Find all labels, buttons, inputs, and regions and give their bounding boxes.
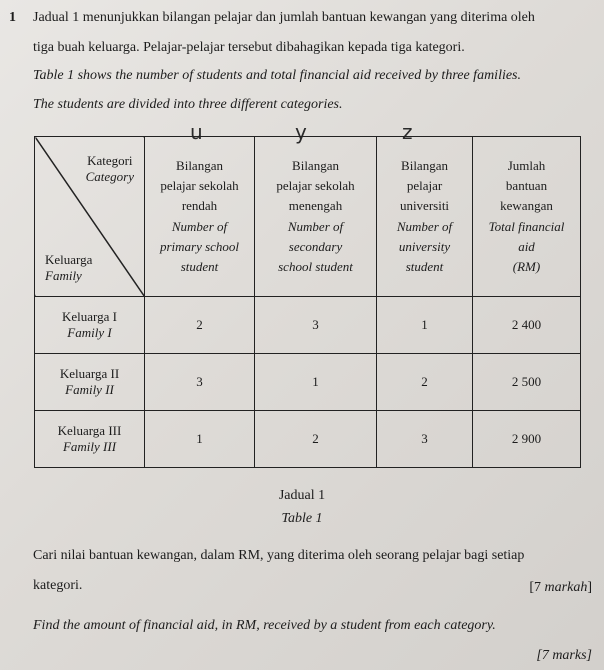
- col-header-english: secondary: [288, 238, 343, 254]
- table-cell: 3: [255, 297, 377, 354]
- corner-bottom-malay: Keluarga: [45, 251, 93, 267]
- col-header-malay: rendah: [181, 198, 218, 214]
- column-header-university: [377, 137, 473, 297]
- col-header-english: Number of: [287, 218, 344, 234]
- row-label-english: Family III: [62, 439, 117, 454]
- header-row: [35, 137, 581, 297]
- col-header-malay: Jumlah: [507, 158, 546, 174]
- task-malay-line-1: Cari nilai bantuan kewangan, dalam RM, yang diterima oleh seorang pelajar bagi setiap: [33, 548, 525, 563]
- table-cell: 2: [145, 297, 255, 354]
- col-header-malay: bantuan: [505, 178, 548, 194]
- column-header-secondary: [255, 137, 377, 297]
- marks-english: [7 marks]: [536, 648, 592, 663]
- column-header-primary: [145, 137, 255, 297]
- table-caption-malay: Jadual 1: [278, 488, 326, 503]
- col-header-english: Number of: [171, 218, 228, 234]
- table-cell: 1: [145, 411, 255, 468]
- table-row: [35, 411, 581, 468]
- task-malay-line-2: kategori.: [33, 578, 83, 593]
- row-label-malay: Keluarga III: [57, 422, 122, 438]
- col-header-malay: pelajar sekolah: [160, 178, 239, 194]
- corner-top-malay: Kategori: [87, 153, 133, 168]
- handwritten-z: z: [402, 120, 413, 144]
- intro-malay-line-1: Jadual 1 menunjukkan bilangan pelajar dan jumlah bantuan kewangan yang diterima oleh: [33, 10, 535, 25]
- table-cell: 3: [377, 411, 473, 468]
- table-row: [35, 297, 581, 354]
- col-header-english: student: [405, 258, 444, 274]
- table-cell: 2 900: [473, 411, 581, 468]
- col-header-malay: Bilangan: [401, 158, 448, 174]
- row-label-english: Family II: [65, 382, 114, 397]
- col-header-malay: pelajar sekolah: [276, 178, 355, 194]
- handwritten-y: y: [295, 120, 307, 144]
- marks-malay-text: [7 markah]: [529, 580, 592, 595]
- col-header-malay: kewangan: [500, 198, 553, 214]
- col-header-english: university: [398, 238, 451, 254]
- col-header-english: primary school: [159, 238, 240, 254]
- col-header-english: Number of: [396, 218, 453, 234]
- col-header-malay: universiti: [399, 198, 450, 214]
- question-number: 1: [9, 10, 16, 25]
- table-caption-english: Table 1: [281, 511, 323, 526]
- row-label: [35, 354, 145, 411]
- table-cell: 2 500: [473, 354, 581, 411]
- col-header-english: aid: [518, 238, 535, 254]
- column-header-total-aid: [473, 137, 581, 297]
- col-header-malay: Bilangan: [292, 158, 339, 174]
- col-header-english: school student: [278, 258, 353, 274]
- table-cell: 1: [377, 297, 473, 354]
- task-english: Find the amount of financial aid, in RM, received by a student from each category.: [33, 618, 496, 633]
- corner-bottom-english: Family: [45, 267, 82, 283]
- intro-malay-line-2: tiga buah keluarga. Pelajar-pelajar tersebut dibahagikan kepada tiga kategori.: [33, 40, 465, 55]
- row-label-malay: Keluarga I: [62, 308, 117, 324]
- row-label-malay: Keluarga II: [59, 365, 120, 381]
- col-header-english: student: [180, 258, 219, 274]
- col-header-english: Total financial: [488, 218, 565, 234]
- table-cell: 1: [255, 354, 377, 411]
- corner-top-english: Category: [85, 169, 134, 185]
- table-cell: 2: [255, 411, 377, 468]
- table-row: [35, 354, 581, 411]
- col-header-english: (RM): [512, 258, 541, 274]
- marks-malay: [529, 580, 592, 596]
- corner-cell: [35, 137, 145, 297]
- data-table: [34, 136, 581, 468]
- intro-english-line-2: The students are divided into three different categories.: [33, 97, 343, 112]
- col-header-malay: Bilangan: [176, 158, 223, 174]
- table-cell: 2: [377, 354, 473, 411]
- row-label: [35, 297, 145, 354]
- table-cell: 3: [145, 354, 255, 411]
- col-header-malay: pelajar: [406, 178, 443, 194]
- row-label: [35, 411, 145, 468]
- handwritten-x: u: [190, 120, 203, 144]
- row-label-english: Family I: [67, 325, 112, 340]
- col-header-malay: menengah: [288, 198, 343, 214]
- table-cell: 2 400: [473, 297, 581, 354]
- intro-english-line-1: Table 1 shows the number of students and total financial aid received by three families.: [33, 68, 522, 83]
